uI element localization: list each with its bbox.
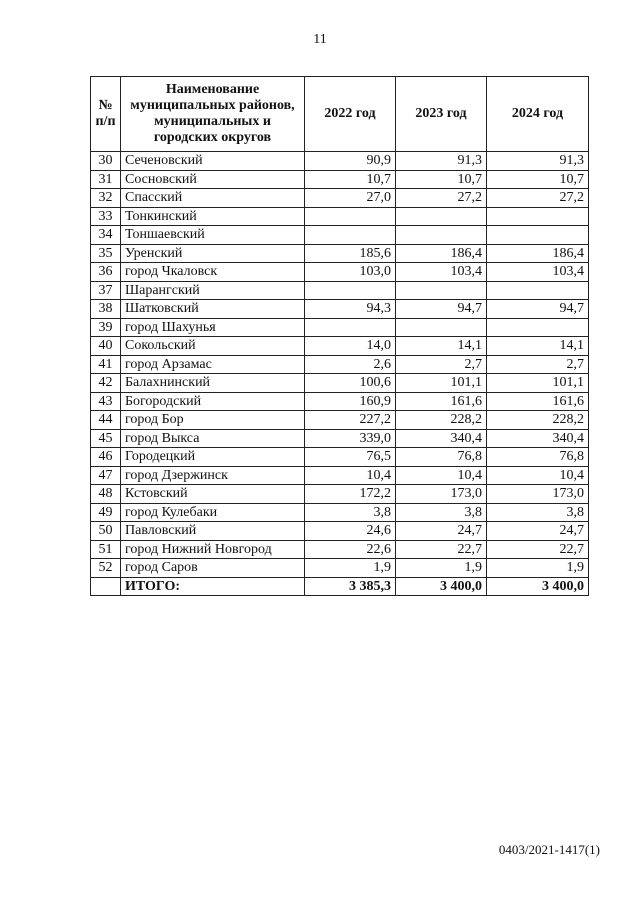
table-row [91,392,589,411]
value-2023: 91,3 [396,152,487,171]
row-number: 48 [91,485,121,504]
municipality-name: город Шахунья [121,318,305,337]
value-2022: 100,6 [305,374,396,393]
municipality-name: город Арзамас [121,355,305,374]
row-number: 34 [91,226,121,245]
value-2023: 76,8 [396,448,487,467]
value-2023: 10,7 [396,170,487,189]
value-2022: 339,0 [305,429,396,448]
value-2024: 340,4 [487,429,589,448]
value-2022: 76,5 [305,448,396,467]
row-number: 51 [91,540,121,559]
table-row [91,207,589,226]
value-2023: 10,4 [396,466,487,485]
value-2022 [305,318,396,337]
table-row [91,318,589,337]
row-number: 35 [91,244,121,263]
table-row [91,448,589,467]
value-2022: 185,6 [305,244,396,263]
municipality-name: город Бор [121,411,305,430]
row-number: 47 [91,466,121,485]
value-2023: 24,7 [396,522,487,541]
value-2023: 3,8 [396,503,487,522]
value-2022: 1,9 [305,559,396,578]
municipality-name: Богородский [121,392,305,411]
row-number: 31 [91,170,121,189]
municipality-name: Сеченовский [121,152,305,171]
table-row [91,540,589,559]
row-number: 46 [91,448,121,467]
municipality-name: город Саров [121,559,305,578]
row-number: 30 [91,152,121,171]
value-2022: 14,0 [305,337,396,356]
table-row [91,559,589,578]
value-2024: 103,4 [487,263,589,282]
value-2023: 27,2 [396,189,487,208]
value-2022: 227,2 [305,411,396,430]
value-2022 [305,281,396,300]
value-2023: 173,0 [396,485,487,504]
value-2023: 228,2 [396,411,487,430]
row-number: 38 [91,300,121,319]
total-row [91,577,589,596]
total-2023: 3 400,0 [396,577,487,596]
municipality-name: Сокольский [121,337,305,356]
budget-table [90,76,589,596]
value-2024: 1,9 [487,559,589,578]
municipality-name: Тонкинский [121,207,305,226]
header-number: № п/п [91,77,121,152]
value-2023 [396,226,487,245]
row-number: 37 [91,281,121,300]
table-row [91,429,589,448]
table-row [91,522,589,541]
value-2022: 160,9 [305,392,396,411]
total-2024: 3 400,0 [487,577,589,596]
value-2023: 103,4 [396,263,487,282]
municipality-name: город Чкаловск [121,263,305,282]
municipality-name: Кстовский [121,485,305,504]
value-2024: 161,6 [487,392,589,411]
table-row [91,170,589,189]
municipality-name: город Выкса [121,429,305,448]
municipality-name: город Нижний Новгород [121,540,305,559]
municipality-name: Балахнинский [121,374,305,393]
value-2024 [487,318,589,337]
header-2023: 2023 год [396,77,487,152]
row-number: 45 [91,429,121,448]
value-2022: 22,6 [305,540,396,559]
table-row [91,300,589,319]
value-2024: 14,1 [487,337,589,356]
table-row [91,485,589,504]
value-2023: 94,7 [396,300,487,319]
value-2023: 186,4 [396,244,487,263]
row-number: 52 [91,559,121,578]
municipality-name: Тоншаевский [121,226,305,245]
total-2022: 3 385,3 [305,577,396,596]
table-row [91,355,589,374]
row-number: 44 [91,411,121,430]
value-2022: 10,4 [305,466,396,485]
value-2023: 22,7 [396,540,487,559]
row-number: 41 [91,355,121,374]
value-2024: 228,2 [487,411,589,430]
header-2024: 2024 год [487,77,589,152]
value-2024: 22,7 [487,540,589,559]
municipality-name: город Кулебаки [121,503,305,522]
value-2022: 94,3 [305,300,396,319]
value-2023: 340,4 [396,429,487,448]
row-number: 43 [91,392,121,411]
value-2023 [396,318,487,337]
municipality-name: Шатковский [121,300,305,319]
row-number: 36 [91,263,121,282]
municipality-name: город Дзержинск [121,466,305,485]
value-2023: 14,1 [396,337,487,356]
value-2024: 186,4 [487,244,589,263]
value-2022: 2,6 [305,355,396,374]
value-2022: 90,9 [305,152,396,171]
value-2023: 161,6 [396,392,487,411]
value-2023 [396,207,487,226]
row-number: 42 [91,374,121,393]
row-number: 40 [91,337,121,356]
value-2023 [396,281,487,300]
value-2024: 27,2 [487,189,589,208]
municipality-name: Уренский [121,244,305,263]
row-number: 33 [91,207,121,226]
value-2023: 1,9 [396,559,487,578]
municipality-name: Спасский [121,189,305,208]
value-2022: 172,2 [305,485,396,504]
header-name: Наименование муниципальных районов, муниципальных и городских округов [121,77,305,152]
header-2022: 2022 год [305,77,396,152]
value-2024: 173,0 [487,485,589,504]
value-2024: 10,4 [487,466,589,485]
table-row [91,337,589,356]
table-row [91,503,589,522]
total-label: ИТОГО: [121,577,305,596]
table-row [91,263,589,282]
total-number-cell [91,577,121,596]
value-2022 [305,226,396,245]
value-2024: 3,8 [487,503,589,522]
table-row [91,189,589,208]
table-row [91,244,589,263]
value-2024: 101,1 [487,374,589,393]
value-2024: 76,8 [487,448,589,467]
table-row [91,374,589,393]
row-number: 49 [91,503,121,522]
value-2024: 10,7 [487,170,589,189]
value-2024 [487,207,589,226]
row-number: 39 [91,318,121,337]
value-2022: 10,7 [305,170,396,189]
row-number: 50 [91,522,121,541]
value-2022: 103,0 [305,263,396,282]
page-number: 11 [313,32,327,47]
table-header-row [91,77,589,152]
value-2024: 2,7 [487,355,589,374]
municipality-name: Павловский [121,522,305,541]
table-row [91,281,589,300]
table-body [91,152,589,578]
value-2022: 27,0 [305,189,396,208]
municipality-name: Городецкий [121,448,305,467]
value-2024: 91,3 [487,152,589,171]
value-2023: 101,1 [396,374,487,393]
table-row [91,152,589,171]
table-row [91,411,589,430]
value-2022: 24,6 [305,522,396,541]
document-code: 0403/2021-1417(1) [498,842,600,857]
value-2024 [487,281,589,300]
municipality-name: Шарангский [121,281,305,300]
value-2024: 24,7 [487,522,589,541]
value-2024 [487,226,589,245]
value-2022 [305,207,396,226]
table-row [91,466,589,485]
table-row [91,226,589,245]
municipality-name: Сосновский [121,170,305,189]
value-2022: 3,8 [305,503,396,522]
row-number: 32 [91,189,121,208]
value-2023: 2,7 [396,355,487,374]
value-2024: 94,7 [487,300,589,319]
